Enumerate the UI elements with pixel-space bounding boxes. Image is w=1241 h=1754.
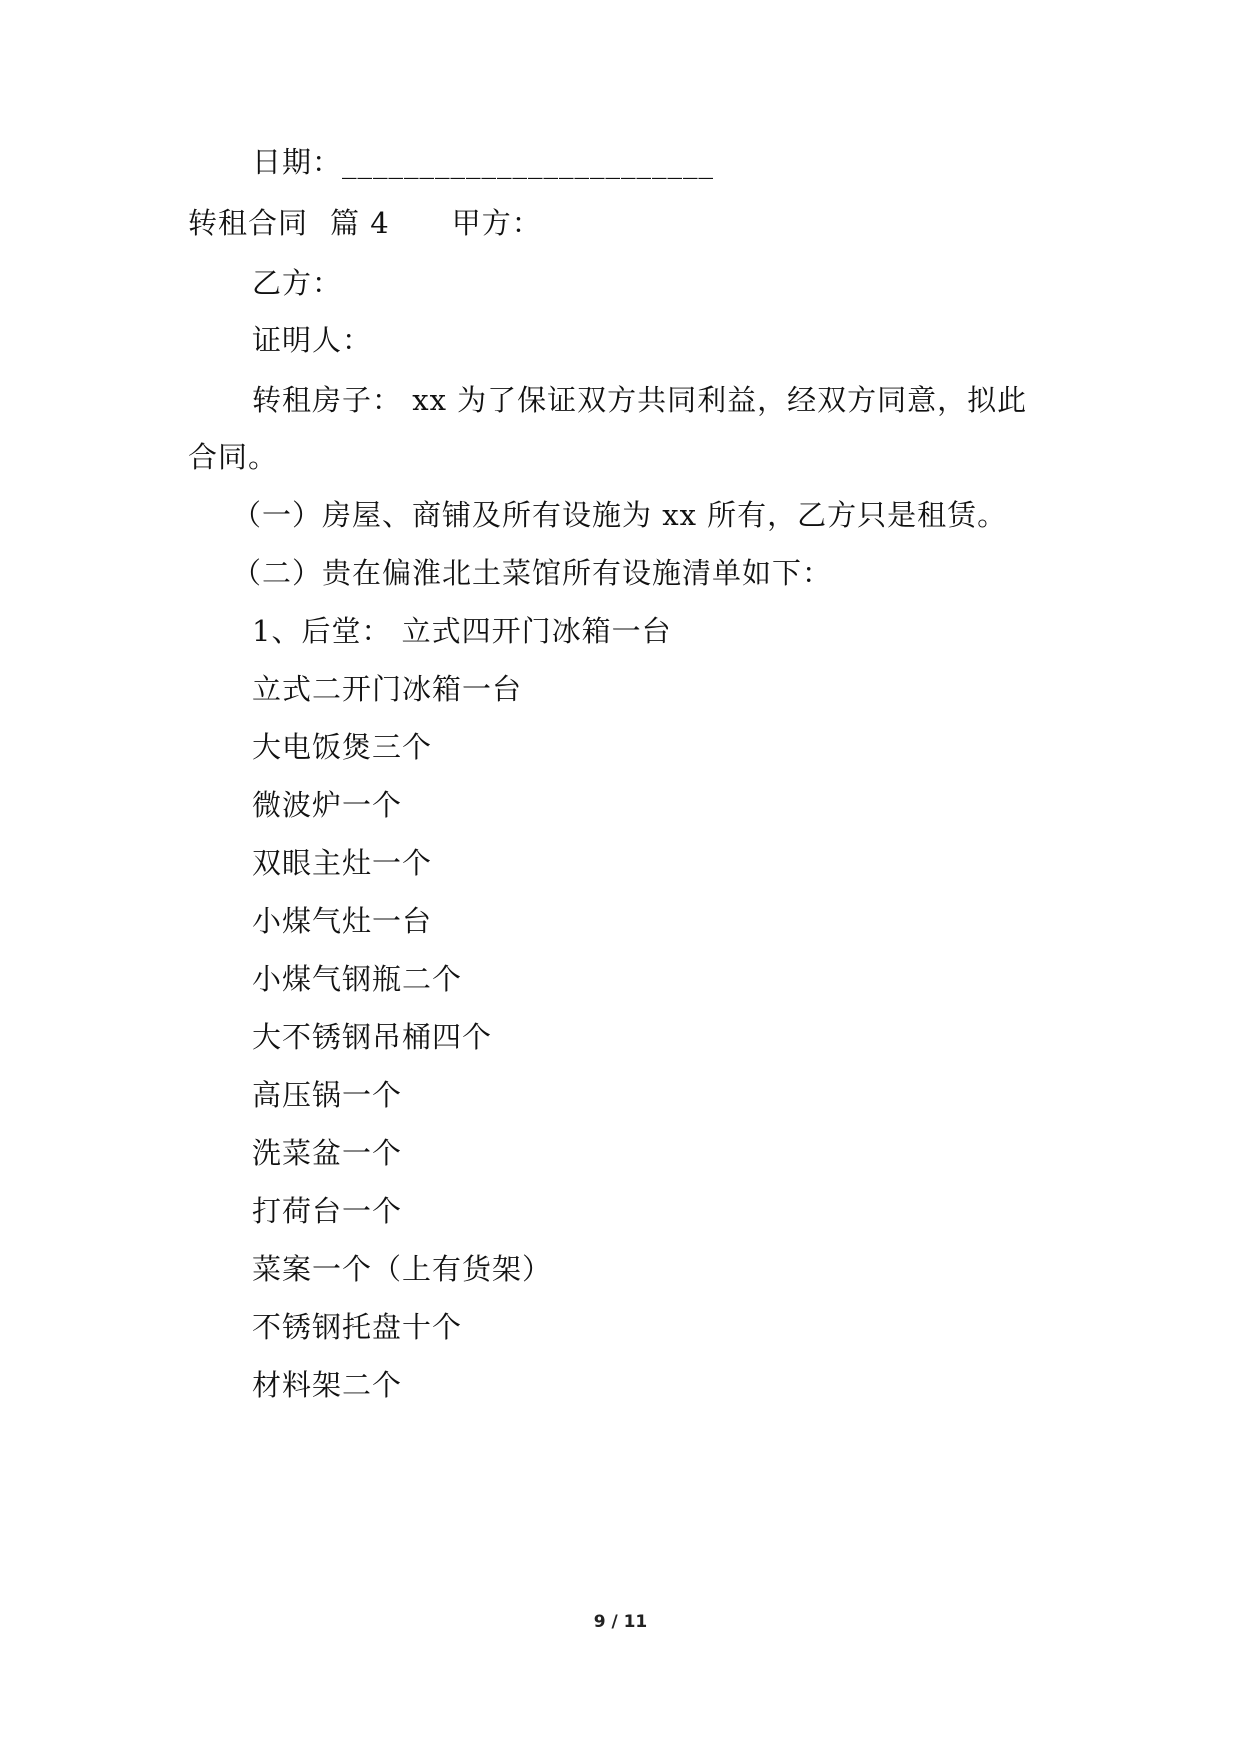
clause-2: （二）贵在偏淮北土菜馆所有设施清单如下：: [232, 556, 833, 590]
list-item: 双眼主灶一个: [252, 846, 433, 880]
page-number: 9 / 11: [593, 1612, 648, 1632]
list-item: 微波炉一个: [252, 788, 403, 822]
list-item: 立式二开门冰箱一台: [252, 672, 523, 706]
list-item: 高压锅一个: [252, 1078, 403, 1112]
party-a-label: 甲方：: [451, 206, 542, 240]
witness-label: 证明人：: [252, 323, 373, 357]
list-item: 大电饭煲三个: [252, 730, 433, 764]
party-b-label: 乙方：: [252, 266, 343, 300]
list-item: 材料架二个: [252, 1368, 403, 1402]
section-number: 篇 4: [330, 206, 390, 240]
list-item: 菜案一个（上有货架）: [252, 1252, 553, 1286]
list-item: 不锈钢托盘十个: [252, 1310, 463, 1344]
section-heading-line: [188, 203, 542, 243]
date-line: 日期：________________________: [252, 145, 715, 179]
list-item: 大不锈钢吊桶四个: [252, 1020, 493, 1054]
list-item: 小煤气钢瓶二个: [252, 962, 463, 996]
list-heading: 1、后堂： 立式四开门冰箱一台: [252, 614, 672, 648]
list-item: 洗菜盆一个: [252, 1136, 403, 1170]
clause-1: （一）房屋、商铺及所有设施为 xx 所有，乙方只是租赁。: [232, 498, 1008, 532]
section-title: 转租合同: [188, 206, 309, 240]
sublet-house-paragraph-line-2: 合同。: [188, 440, 279, 474]
list-item: 打荷台一个: [252, 1194, 403, 1228]
sublet-house-paragraph-line-1: 转租房子： xx 为了保证双方共同利益，经双方同意，拟此: [252, 383, 1028, 417]
list-item: 小煤气灶一台: [252, 904, 433, 938]
